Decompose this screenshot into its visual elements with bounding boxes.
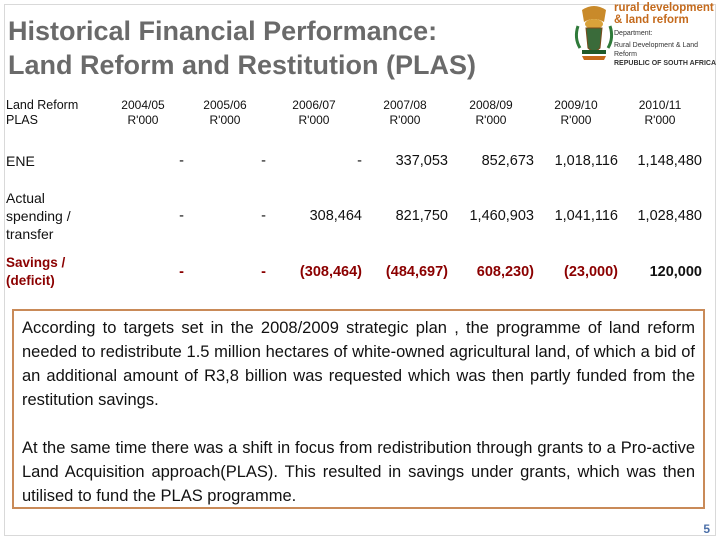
department-logo-text bbox=[614, 2, 718, 68]
table-cell: 1,041,116 bbox=[554, 208, 618, 224]
table-row-actual-spending bbox=[6, 184, 702, 248]
header-unit: R'000 bbox=[475, 113, 507, 127]
header-year: 2005/06 bbox=[203, 98, 247, 112]
header-year: 2004/05 bbox=[121, 98, 165, 112]
notes-box bbox=[12, 309, 705, 509]
title-line-2: Land Reform and Restitution (PLAS) bbox=[8, 50, 476, 80]
header-label-line-1: Land Reform bbox=[6, 98, 79, 112]
table-cell: 1,018,116 bbox=[554, 153, 618, 169]
header-unit: R'000 bbox=[298, 113, 330, 127]
table-cell: 337,053 bbox=[395, 153, 448, 169]
header-unit: R'000 bbox=[127, 113, 159, 127]
table-cell: - bbox=[357, 153, 362, 169]
brand-line-2: & land reform bbox=[614, 14, 689, 26]
notes-paragraph-2: At the same time there was a shift in focus from redistribution through grants to a Pro-active Land Acquisition approach(PLAS). This resulted in savings under grants, which was then utilised to fund the PLAS programme. bbox=[22, 439, 695, 505]
header-year: 2006/07 bbox=[292, 98, 336, 112]
table-cell: - bbox=[261, 264, 266, 280]
header-unit: R'000 bbox=[209, 113, 241, 127]
dept-line-1: Department: bbox=[614, 30, 653, 37]
row-label: Actual spending / transfer bbox=[6, 190, 71, 242]
table-cell: - bbox=[179, 208, 184, 224]
table-row-ene bbox=[6, 138, 702, 184]
title-line-1: Historical Financial Performance: bbox=[8, 16, 438, 46]
header-year-cell bbox=[534, 88, 618, 138]
table-cell: - bbox=[179, 153, 184, 169]
table-cell: - bbox=[261, 208, 266, 224]
table-cell: (308,464) bbox=[299, 264, 362, 280]
table-cell: 1,148,480 bbox=[637, 153, 702, 169]
header-year-cell bbox=[184, 88, 266, 138]
financial-table bbox=[6, 88, 702, 296]
table-cell: 120,000 bbox=[649, 264, 702, 280]
page-number: 5 bbox=[703, 522, 710, 536]
table-cell: - bbox=[179, 264, 184, 280]
brand-line-1: rural development bbox=[614, 2, 714, 14]
header-year-cell bbox=[102, 88, 184, 138]
header-unit: R'000 bbox=[560, 113, 592, 127]
header-label-line-2: PLAS bbox=[6, 113, 38, 127]
header-year-cell bbox=[362, 88, 448, 138]
row-label: ENE bbox=[6, 153, 35, 169]
header-label-cell bbox=[6, 88, 102, 138]
table-cell: 852,673 bbox=[481, 153, 534, 169]
header-unit: R'000 bbox=[389, 113, 421, 127]
country-name: REPUBLIC OF SOUTH AFRICA bbox=[614, 60, 717, 67]
table-cell: 821,750 bbox=[395, 208, 448, 224]
table-row-savings bbox=[6, 248, 702, 296]
table-cell: 608,230) bbox=[476, 264, 534, 280]
header-year-cell bbox=[448, 88, 534, 138]
row-label: Savings / (deficit) bbox=[6, 255, 66, 288]
table-cell: 1,028,480 bbox=[637, 208, 702, 224]
notes-paragraph-1: According to targets set in the 2008/2009 strategic plan , the programme of land reform needed to redistribute 1.5 million hectares of white-owned agricultural land, of which a bid of an additional amount of R3,8 billion was requested which was then partly funded from the restitution savings. bbox=[22, 319, 695, 409]
table-cell: 1,460,903 bbox=[469, 208, 534, 224]
header-year-cell bbox=[618, 88, 702, 138]
table-cell: - bbox=[261, 153, 266, 169]
table-header-row bbox=[6, 88, 702, 138]
header-year: 2009/10 bbox=[554, 98, 598, 112]
header-year: 2008/09 bbox=[469, 98, 513, 112]
header-year: 2007/08 bbox=[383, 98, 427, 112]
dept-line-2: Rural Development & Land Reform bbox=[614, 42, 699, 58]
slide-title bbox=[8, 14, 568, 82]
table-cell: 308,464 bbox=[309, 208, 362, 224]
header-unit: R'000 bbox=[644, 113, 676, 127]
table-cell: (484,697) bbox=[385, 264, 448, 280]
table-cell: (23,000) bbox=[563, 264, 618, 280]
header-year: 2010/11 bbox=[638, 98, 682, 112]
header-year-cell bbox=[266, 88, 362, 138]
